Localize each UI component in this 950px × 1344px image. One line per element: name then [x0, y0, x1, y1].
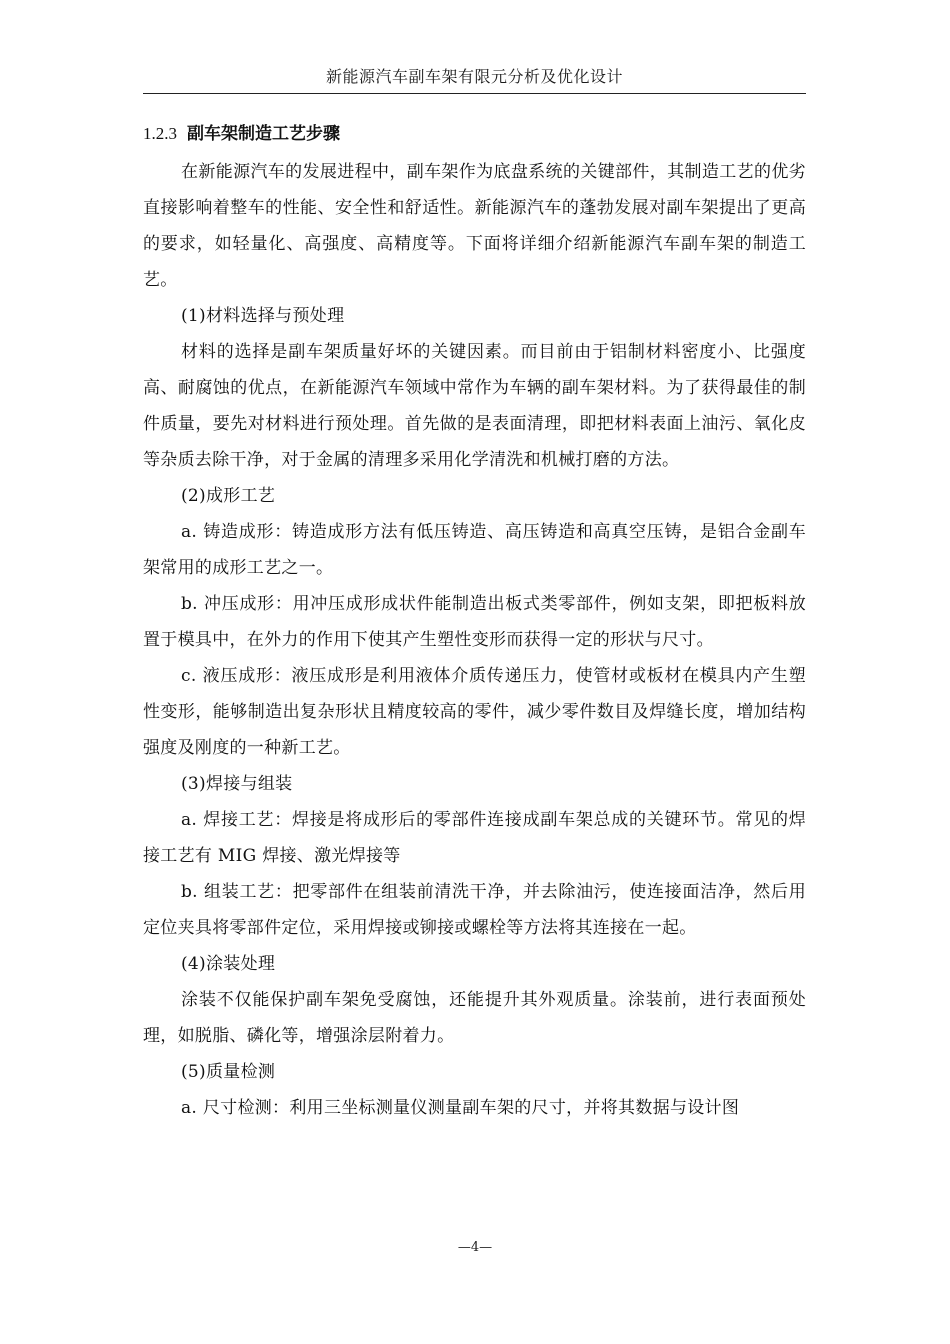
section-heading	[143, 118, 806, 154]
paragraph-stamping: b. 冲压成形：用冲压成形成状件能制造出板式类零部件，例如支架，即把板料放置于模具中，在外力的作用下使其产生塑性变形而获得一定的形状与尺寸。	[143, 594, 806, 650]
paragraph-coating: 涂装不仅能保护副车架免受腐蚀，还能提升其外观质量。涂装前，进行表面预处理，如脱脂、磷化等，增强涂层附着力。	[143, 990, 806, 1046]
header-divider	[143, 93, 806, 94]
paragraph-material: 材料的选择是副车架质量好坏的关键因素。而目前由于铝制材料密度小、比强度高、耐腐蚀的优点，在新能源汽车领域中常作为车辆的副车架材料。为了获得最佳的制件质量，要先对材料进行预处理。首先做的是表面清理，即把材料表面上油污、氧化皮等杂质去除干净，对于金属的清理多采用化学清洗和机械打磨的方法。	[143, 342, 806, 470]
paragraph-hydroforming: c. 液压成形：液压成形是利用液体介质传递压力，使管材或板材在模具内产生塑性变形，能够制造出复杂形状且精度较高的零件，减少零件数目及焊缝长度，增加结构强度及刚度的一种新工艺。	[143, 666, 806, 758]
paragraph-dimension-check: a. 尺寸检测：利用三坐标测量仪测量副车架的尺寸，并将其数据与设计图	[181, 1098, 740, 1118]
paragraph-assembly: b. 组装工艺：把零部件在组装前清洗干净，并去除油污，使连接面洁净，然后用定位夹具将零部件定位，采用焊接或铆接或螺栓等方法将其连接在一起。	[143, 882, 806, 938]
subheading-material: (1)材料选择与预处理	[181, 306, 345, 326]
paragraph-intro: 在新能源汽车的发展进程中，副车架作为底盘系统的关键部件，其制造工艺的优劣直接影响着整车的性能、安全性和舒适性。新能源汽车的蓬勃发展对副车架提出了更高的要求，如轻量化、高强度、高精度等。下面将详细介绍新能源汽车副车架的制造工艺。	[143, 162, 806, 290]
page-number: —4—	[457, 1240, 493, 1255]
paragraph-welding: a. 焊接工艺：焊接是将成形后的零部件连接成副车架总成的关键环节。常见的焊接工艺有 MIG 焊接、激光焊接等	[143, 810, 806, 866]
page-body	[143, 118, 806, 1126]
section-number: 1.2.3	[143, 124, 177, 143]
paragraph-casting: a. 铸造成形：铸造成形方法有低压铸造、高压铸造和高真空压铸，是铝合金副车架常用的成形工艺之一。	[143, 522, 806, 578]
subheading-coating: (4)涂装处理	[181, 954, 276, 974]
subheading-welding: (3)焊接与组装	[181, 774, 293, 794]
running-header: 新能源汽车副车架有限元分析及优化设计	[325, 67, 623, 86]
section-title: 副车架制造工艺步骤	[187, 124, 340, 144]
subheading-forming: (2)成形工艺	[181, 486, 276, 506]
subheading-inspection: (5)质量检测	[181, 1062, 276, 1082]
